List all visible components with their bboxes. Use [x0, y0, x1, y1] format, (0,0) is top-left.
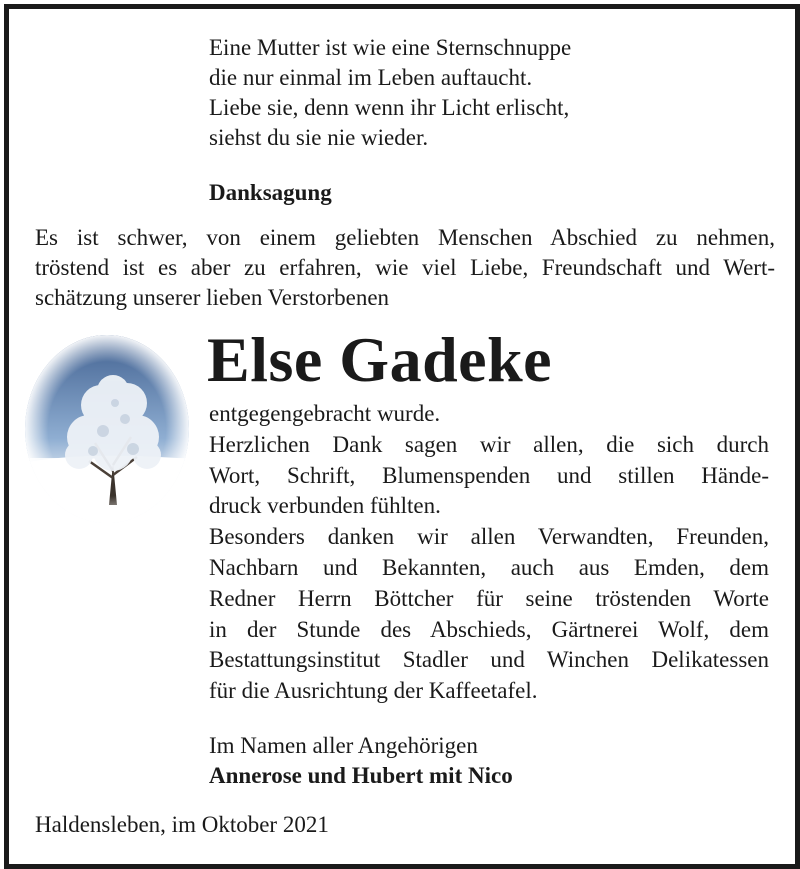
poem-line: die nur einmal im Leben auftaucht. — [209, 65, 533, 90]
tree-image-icon — [23, 333, 191, 525]
notice-heading: Danksagung — [209, 180, 332, 205]
body-line: Besonders danken wir allen Verwandten, Freunden, — [209, 524, 769, 550]
poem-line: Eine Mutter ist wie eine Sternschnuppe — [209, 35, 572, 60]
body-line: Bestattungsinstitut Stadler und Winchen Delikatessen — [209, 647, 769, 673]
obituary-notice — [4, 4, 800, 869]
signature-block — [209, 731, 513, 791]
body-line: Redner Herrn Böttcher für seine tröstenden Worte — [209, 585, 769, 611]
deceased-name: Else Gadeke — [207, 324, 553, 395]
signature-names: Annerose und Hubert mit Nico — [209, 763, 513, 788]
poem-line: Liebe sie, denn wenn ihr Licht erlischt, — [209, 95, 570, 120]
snow-covered-tree-image — [23, 333, 191, 525]
body-line: in der Stunde des Abschieds, Gärtnerei Wolf, dem — [209, 616, 769, 642]
body-line: Nachbarn und Bekannten, auch aus Emden, dem — [209, 554, 769, 580]
signature-intro: Im Namen aller Angehörigen — [209, 733, 478, 758]
poem-line: siehst du sie nie wieder. — [209, 125, 429, 150]
poem — [209, 33, 571, 153]
intro-line: schätzung unserer lieben Verstorbenen — [35, 285, 390, 310]
body-line: Wort, Schrift, Blumenspenden und stillen Hände- — [209, 462, 769, 488]
intro-line: tröstend ist es aber zu erfahren, wie viel Liebe, Freundschaft und Wert- — [35, 255, 775, 280]
body-line: Herzlichen Dank sagen wir allen, die sich durch — [209, 431, 769, 457]
body-paragraph — [209, 399, 769, 707]
body-line: druck verbunden fühlten. — [209, 493, 441, 519]
body-line: entgegengebracht wurde. — [209, 401, 441, 426]
body-line: für die Ausrichtung der Kaffeetafel. — [209, 678, 538, 704]
intro-paragraph — [35, 223, 775, 313]
place-and-date: Haldensleben, im Oktober 2021 — [35, 812, 329, 837]
intro-line: Es ist schwer, von einem geliebten Menschen Abschied zu nehmen, — [35, 225, 775, 250]
